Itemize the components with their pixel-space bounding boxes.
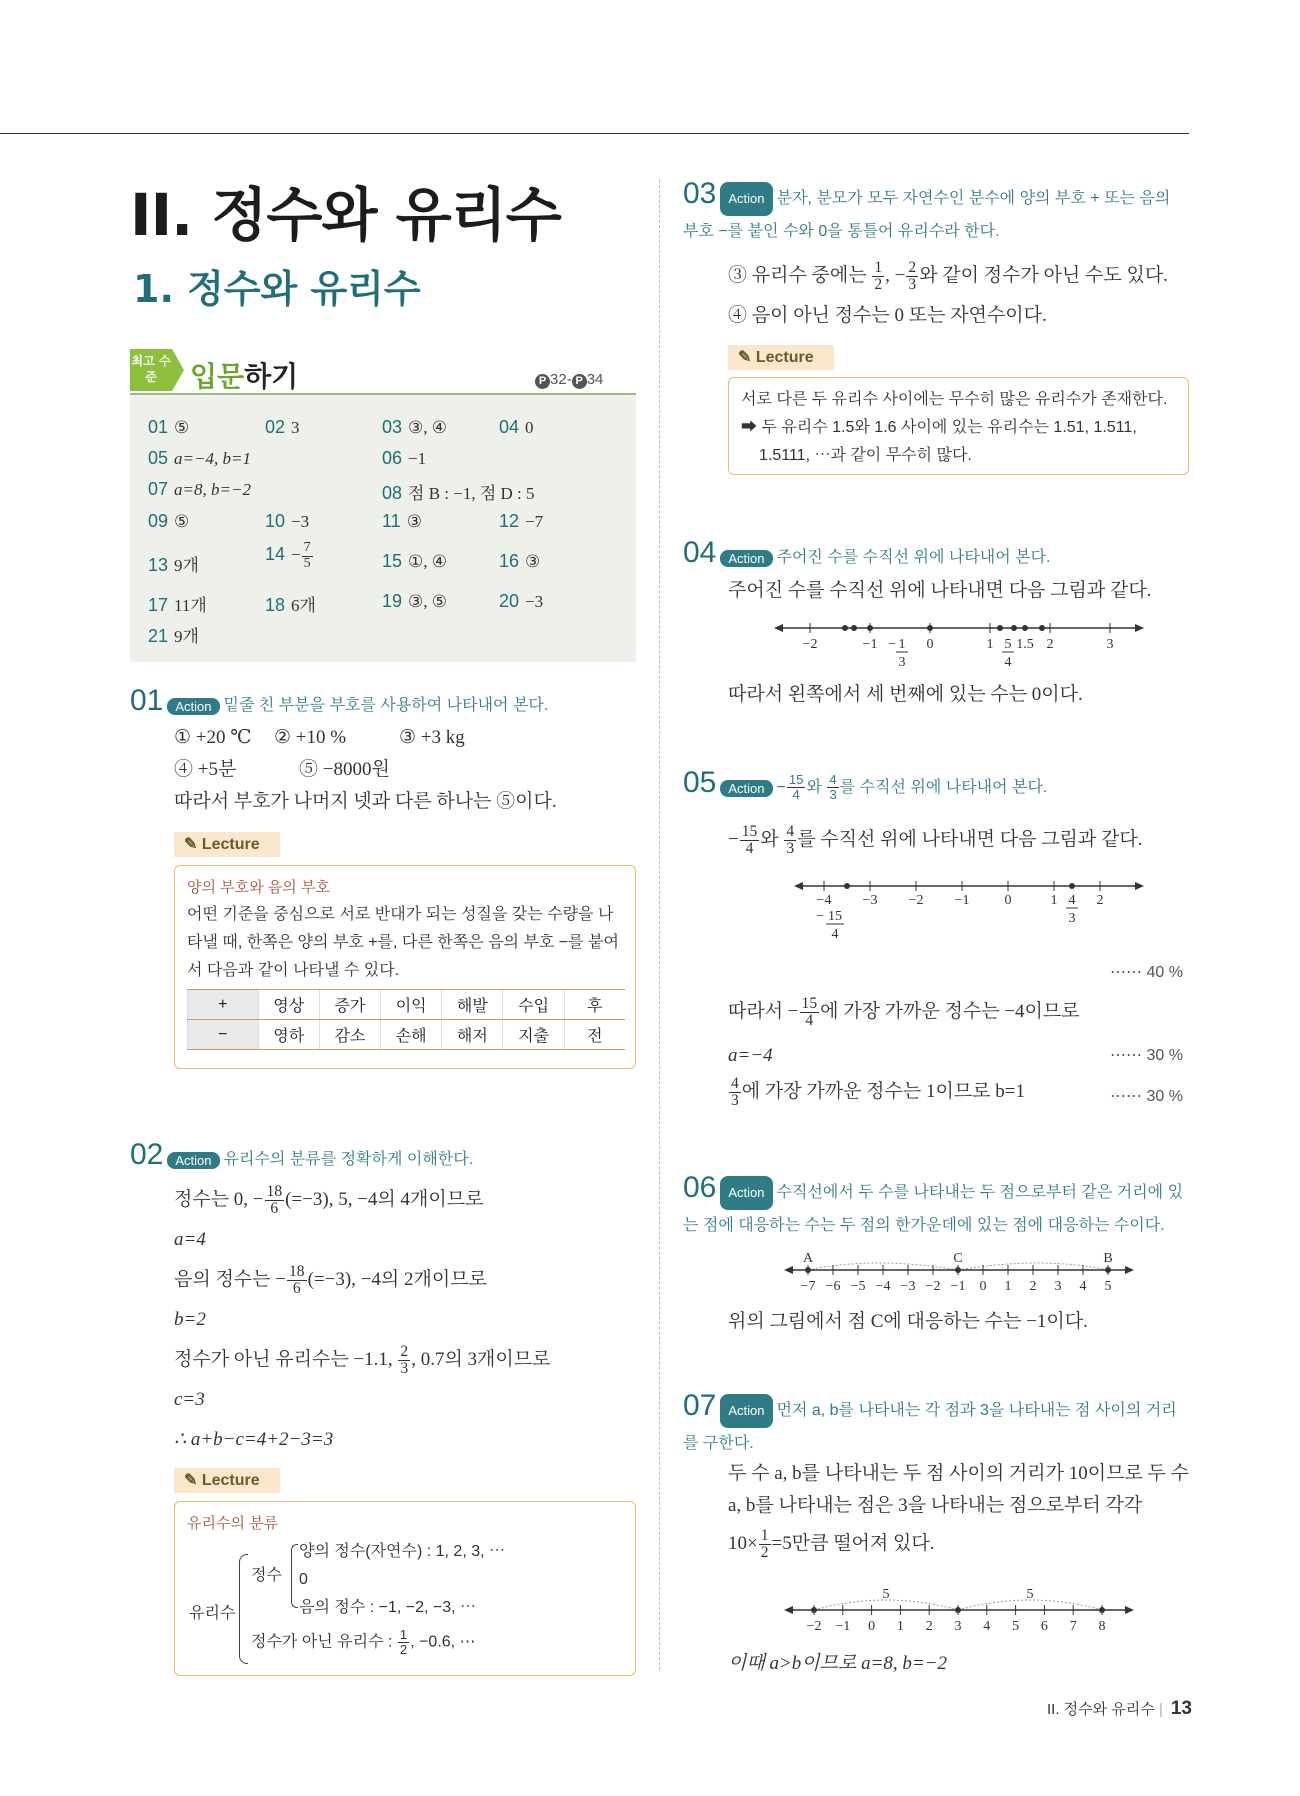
lecture-tab: ✎ Lecture [174, 1470, 280, 1490]
page-reference: P 32- P 34 [535, 371, 603, 389]
question-06-conclusion: 위의 그림에서 점 C에 대응하는 수는 −1이다. [728, 1311, 1088, 1332]
answer-item: 07 a=8, b=−2 [148, 479, 251, 499]
answer-item: 18 6개 [265, 595, 316, 615]
action-tag: Action [720, 780, 772, 797]
chapter-title: II. 정수와 유리수 [130, 181, 561, 249]
tick-label: 7 [1069, 1619, 1077, 1634]
answer-item: 21 9개 [148, 626, 199, 646]
distance-label: 5 [1026, 1587, 1034, 1602]
answer-item: 03 ③, ④ [382, 417, 448, 437]
question-01-header: 01 Action 밑줄 친 부분을 부호를 사용하여 나타내어 본다. [130, 684, 549, 717]
tick-label: 2 [1029, 1279, 1037, 1294]
tick-label: −5 [850, 1279, 866, 1294]
tick-label: −1 [835, 1619, 851, 1634]
tick-label: 4 [1079, 1279, 1087, 1294]
action-tag: Action [720, 1176, 772, 1210]
tick-label: −2 [925, 1279, 941, 1294]
page-icon: P [535, 374, 550, 389]
number-line-05 [790, 870, 1150, 942]
tick-label: −3 [900, 1279, 916, 1294]
answer-item: 17 11개 [148, 595, 207, 615]
question-02-body: 정수는 0, − $\frac{18}{6}$ (=−3), 5, −4의 4개이므로 a=4 음의 정수는 − $\frac{18}{6}$ (=−3), −4의 2개이므로 b=2 정수가 아닌 유리수는 −1.1, $\frac{2}{3}$ , 0.7의 3개이므로 c=3 ∴ a+b−c=4+2−3=3 [174, 1182, 551, 1450]
tick-label: 1 [986, 637, 994, 652]
question-06-header: 06 Action 수직선에서 두 수를 나타내는 두 점으로부터 같은 거리에 있는 점에 대응하는 수는 두 점의 한가운데에 있는 점에 대응하는 수이다. [683, 1171, 1184, 1235]
pencil-icon: ✎ [738, 349, 756, 366]
question-05-line: − $\frac{15}{4}$ 와 $\frac{4}{3}$ 를 수직선 위에 나타내면 다음 그림과 같다. [728, 823, 1143, 858]
brace-inner [291, 1544, 298, 1608]
sign-table [187, 989, 625, 1050]
table-row: − 영하 감소 손해 해저 지출 전 [188, 1020, 626, 1050]
brace-outer [239, 1554, 248, 1664]
number-line-04 [770, 608, 1150, 670]
lecture-box-03: 서로 다른 두 유리수 사이에는 무수히 많은 유리수가 존재한다. ➡ 두 유리수 1.5와 1.6 사이에 있는 유리수는 1.51, 1.511, 1.5111, ⋯과 같이 무수히 많다. [728, 377, 1189, 475]
question-05-step2: a=−4 [728, 1045, 773, 1066]
table-row: + 영상 증가 이익 해발 수입 후 [188, 990, 626, 1020]
top-rule [0, 133, 1189, 134]
pencil-icon: ✎ [184, 1472, 202, 1489]
question-05-step3: $\frac{4}{3}$ 에 가장 가까운 정수는 1이므로 b=1 [731, 1075, 1026, 1110]
answer-item: 15 ①, ④ [382, 551, 448, 571]
lecture-tab: ✎ Lecture [174, 834, 280, 854]
tick-label: −2 [802, 637, 818, 652]
action-tag: Action [167, 698, 219, 715]
tick-label: 3 [1054, 1279, 1062, 1294]
tick-label: 3 [898, 655, 906, 670]
tick-label: 2 [1096, 893, 1104, 908]
answer-item: 16 ③ [499, 551, 541, 571]
answer-item: 04 0 [499, 417, 534, 437]
tick-label: 0 [926, 637, 934, 652]
question-03-header: 03 Action 분자, 분모가 모두 자연수인 분수에 양의 부호 + 또는 음의 부호 −를 붙인 수와 0을 통틀어 유리수라 한다. [683, 177, 1171, 241]
answer-item: 05 a=−4, b=1 [148, 448, 251, 468]
tick-label: 3 [1106, 637, 1114, 652]
answer-item: 12 −7 [499, 511, 544, 531]
question-02-header: 02 Action 유리수의 분류를 정확하게 이해한다. [130, 1138, 474, 1171]
answer-item: 09 ⑤ [148, 511, 190, 531]
question-07-body: 두 수 a, b를 나타내는 두 점 사이의 거리가 10이므로 두 수 a, b를 나타내는 점은 3을 나타내는 점으로부터 각각 10× $\frac{1}{2}$ =5만큼 떨어져 있다. [728, 1463, 1190, 1562]
point-label: B [1103, 1251, 1113, 1266]
tick-label: 3 [1068, 911, 1076, 926]
number-line-07 [780, 1584, 1140, 1636]
point-label: A [802, 1251, 814, 1266]
tick-label: 6 [1040, 1619, 1048, 1634]
page-footer: II. 정수와 유리수 | 13 [1047, 1698, 1192, 1719]
number-line-06 [780, 1248, 1140, 1298]
tick-label: −4 [875, 1279, 891, 1294]
pencil-icon: ✎ [184, 836, 202, 853]
score-30a: ⋯⋯ 30 % [1110, 1047, 1183, 1064]
tick-label: − [816, 909, 824, 924]
tick-label: −1 [954, 893, 970, 908]
point-label: C [953, 1251, 963, 1266]
question-07-header: 07 Action 먼저 a, b를 나타내는 각 점과 3을 나타내는 점 사이의 거리를 구한다. [683, 1389, 1177, 1453]
classification-nonint: 정수가 아닌 유리수 : $\frac{1}{2}$ , −0.6, ⋯ [251, 1627, 476, 1657]
tick-label: −6 [825, 1279, 841, 1294]
answer-item: 08 점 B : −1, 점 D : 5 [382, 483, 535, 503]
answer-item: 14 − $\frac{7}{5}$ [265, 540, 311, 571]
question-01-body: ① +20 ℃ ② +10 % ③ +3 kg ④ +5분 ⑤ −8000원 따라서 부호가 나머지 넷과 다른 하나는 ⑤이다. [174, 727, 557, 812]
classification-root: 유리수 [189, 1605, 236, 1622]
badge-arrow [172, 349, 184, 391]
action-tag: Action [720, 1394, 772, 1428]
action-tag: Action [167, 1152, 219, 1169]
tick-label: −3 [862, 893, 878, 908]
tick-label: 0 [1004, 893, 1012, 908]
answer-item: 10 −3 [265, 511, 310, 531]
lecture-tab: ✎ Lecture [728, 347, 834, 367]
tick-label: −7 [800, 1279, 816, 1294]
tick-label: 5 [1104, 1279, 1112, 1294]
tick-label: −4 [816, 893, 832, 908]
tick-label: 15 [828, 909, 842, 924]
tick-label: 8 [1098, 1619, 1106, 1634]
answer-item: 01 ⑤ [148, 417, 190, 437]
tick-label: 2 [925, 1619, 933, 1634]
question-04-conclusion: 따라서 왼쪽에서 세 번째에 있는 수는 0이다. [728, 684, 1083, 705]
tick-label: 0 [979, 1279, 987, 1294]
column-divider [659, 180, 660, 1670]
lecture-box-02: 유리수의 분류 유리수 정수 양의 정수(자연수) : 1, 2, 3, ⋯ 0 음의 정수 : −1, −2, −3, ⋯ 정수가 아닌 유리수 : $\frac{1}{2}$ , −0.6, ⋯ [174, 1501, 636, 1676]
tick-label: 4 [1068, 893, 1076, 908]
level-badge: 최고 수준 [130, 349, 172, 391]
score-40: ⋯⋯ 40 % [1110, 964, 1183, 981]
tick-label: 2 [1046, 637, 1054, 652]
question-03-body: ③ 유리수 중에는 $\frac{1}{2}$ , − $\frac{2}{3}$ 와 같이 정수가 아닌 수도 있다. ④ 음이 아닌 정수는 0 또는 자연수이다. [728, 258, 1168, 326]
question-05-header: 05 Action − $\frac{15}{4}$ 와 $\frac{4}{3}$ 를 수직선 위에 나타내어 본다. [683, 766, 1048, 803]
tick-label: − [888, 637, 896, 652]
tick-label: 4 [1004, 655, 1012, 670]
tick-label: 1.5 [1016, 637, 1034, 652]
tick-label: 5 [1012, 1619, 1020, 1634]
tick-label: 4 [983, 1619, 991, 1634]
tick-label: 0 [868, 1619, 876, 1634]
answer-item: 20 −3 [499, 591, 544, 611]
action-tag: Action [720, 550, 772, 567]
section-title: 1. 정수와 유리수 [133, 267, 421, 311]
answer-item: 11 ③ [382, 511, 422, 531]
answer-item: 19 ③, ⑤ [382, 591, 448, 611]
action-tag: Action [720, 182, 772, 216]
intro-heading: 입문하기 [190, 360, 299, 393]
tick-label: 1 [898, 637, 906, 652]
answer-item: 13 9개 [148, 555, 199, 575]
tick-label: 4 [831, 927, 839, 942]
lecture-box-01: 양의 부호와 음의 부호 어떤 기준을 중심으로 서로 반대가 되는 성질을 갖는 수량을 나타낼 때, 한쪽은 양의 부호 +를, 다른 한쪽은 음의 부호 −를 붙여서 다음과 같이 나타낼 수 있다. + 영상 증가 이익 해발 수입 후 − 영하 감소 손해 해저 지출 전 [174, 865, 636, 1069]
tick-label: 3 [954, 1619, 962, 1634]
tick-label: −1 [950, 1279, 966, 1294]
distance-label: 5 [882, 1587, 890, 1602]
question-04-header: 04 Action 주어진 수를 수직선 위에 나타내어 본다. [683, 536, 1051, 569]
classification-int: 정수 [251, 1567, 282, 1584]
tick-label: −2 [806, 1619, 822, 1634]
answer-item: 06 −1 [382, 448, 427, 468]
tick-label: 1 [1050, 893, 1058, 908]
tick-label: −2 [908, 893, 924, 908]
question-05-step1: 따라서 − $\frac{15}{4}$ 에 가장 가까운 정수는 −4이므로 [728, 995, 1080, 1030]
tick-label: 5 [1004, 637, 1012, 652]
page-icon: P [572, 374, 587, 389]
question-07-conclusion: 이때 a>b이므로 a=8, b=−2 [728, 1653, 948, 1674]
tick-label: 1 [1004, 1279, 1012, 1294]
question-04-line: 주어진 수를 수직선 위에 나타내면 다음 그림과 같다. [728, 580, 1152, 601]
tick-label: 1 [896, 1619, 904, 1634]
answer-item: 02 3 [265, 417, 300, 437]
page-number: 13 [1170, 1698, 1192, 1719]
answer-key-panel [130, 393, 636, 662]
tick-label: −1 [862, 637, 878, 652]
score-30b: ⋯⋯ 30 % [1110, 1088, 1183, 1105]
